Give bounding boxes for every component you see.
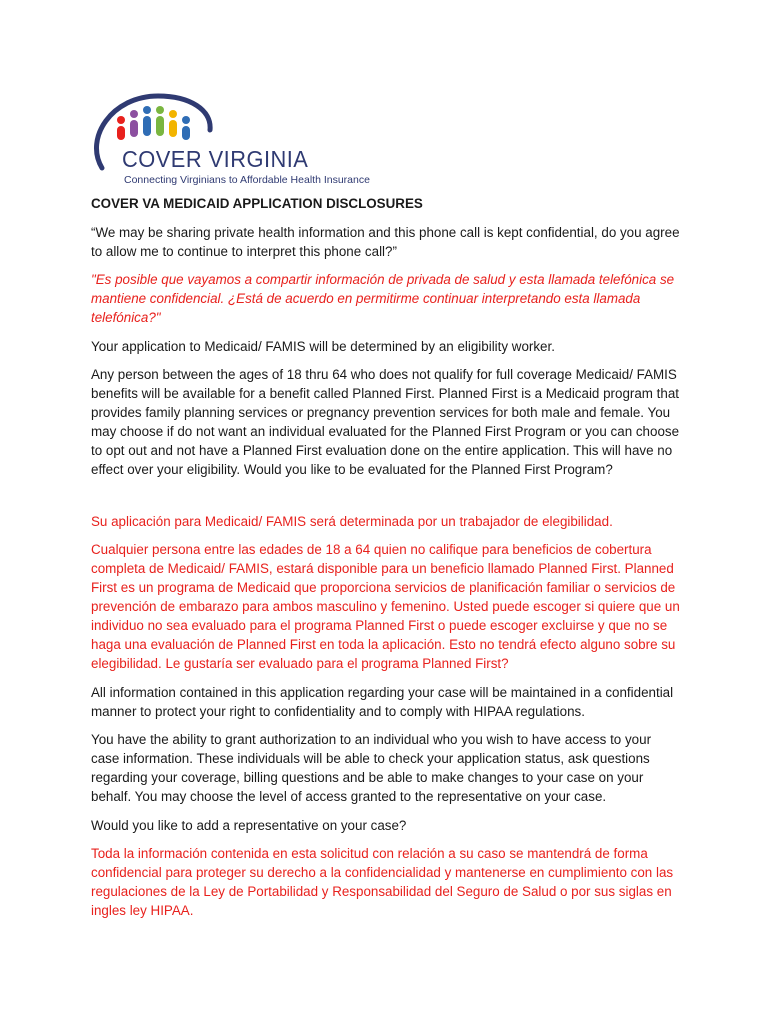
paragraph-eligibility-worker-es: Su aplicación para Medicaid/ FAMIS será determinada por un trabajador de elegibilidad.: [91, 513, 613, 529]
document-heading: COVER VA MEDICAID APPLICATION DISCLOSURES: [91, 196, 423, 211]
document-body: [91, 194, 681, 930]
cover-virginia-logo: [88, 90, 370, 190]
paragraph-add-representative: Would you like to add a representative on your case?: [91, 817, 407, 833]
paragraph-interpret-consent: “We may be sharing private health information and this phone call is kept confidential, do you agree to allow me to continue to interpret this phone call?”: [91, 224, 680, 259]
spacer: [91, 489, 681, 512]
paragraph-authorization: You have the ability to grant authorization to an individual who you wish to have access to your case information. These individuals will be able to check your application status, ask questions regarding your coverage, billing questions and be able to make changes to your case on your behalf. You may choose the level of access granted to the representative on your case.: [91, 732, 652, 804]
logo-figures: [117, 106, 190, 140]
paragraph-confidentiality: All information contained in this application regarding your case will be maintained in a confidential manner to protect your right to confidentiality and to comply with HIPAA regulations.: [91, 684, 674, 719]
paragraph-planned-first-es: Cualquier persona entre las edades de 18 a 64 quien no califique para beneficios de cobertura completa de Medicaid/ FAMIS, estará disponible para un beneficio llamado Planned First. Planned First es un programa de Medicaid que proporciona servicios de planificación familiar o servicios de prevención de embarazo para ambos masculino y femenino. Usted puede escoger si quiere que un individuo no sea evaluado para el programa Planned First o puede escoger excluirse y que no se haga una evaluación de Planned First en toda la aplicación. Esto no tendrá efecto alguno sobre su elegibilidad. Le gustaría ser evaluado para el programa Planned First?: [91, 542, 680, 671]
logo-title: COVER VIRGINIA: [122, 146, 309, 172]
paragraph-interpret-consent-es: "Es posible que vayamos a compartir información de privada de salud y esta llamada telefónica se mantiene confidencial. ¿Está de acuerdo en permitirme continuar interpretando esta llamada telefónica?": [91, 272, 675, 325]
paragraph-planned-first: Any person between the ages of 18 thru 64 who does not qualify for full coverage Medicaid/ FAMIS benefits will be available for a benefit called Planned First. Planned First is a Medicaid program that provides family planning services or pregnancy prevention services for both male and female. You may choose if do not want an individual evaluated for the Planned First Program or you can choose to opt out and not have a Planned First evaluation done on the entire application. This will have no effect over your eligibility. Would you like to be evaluated for the Planned First Program?: [91, 367, 680, 477]
paragraph-confidentiality-es: Toda la información contenida en esta solicitud con relación a su caso se mantendrá de forma confidencial para proteger su derecho a la confidencialidad y mantenerse en cumplimiento con las regulaciones de la Ley de Portabilidad y Responsabilidad del Seguro de Salud o por sus siglas en ingles ley HIPAA.: [91, 846, 674, 918]
logo-tagline: Connecting Virginians to Affordable Health Insurance: [124, 174, 370, 186]
paragraph-eligibility-worker: Your application to Medicaid/ FAMIS will be determined by an eligibility worker.: [91, 338, 555, 354]
